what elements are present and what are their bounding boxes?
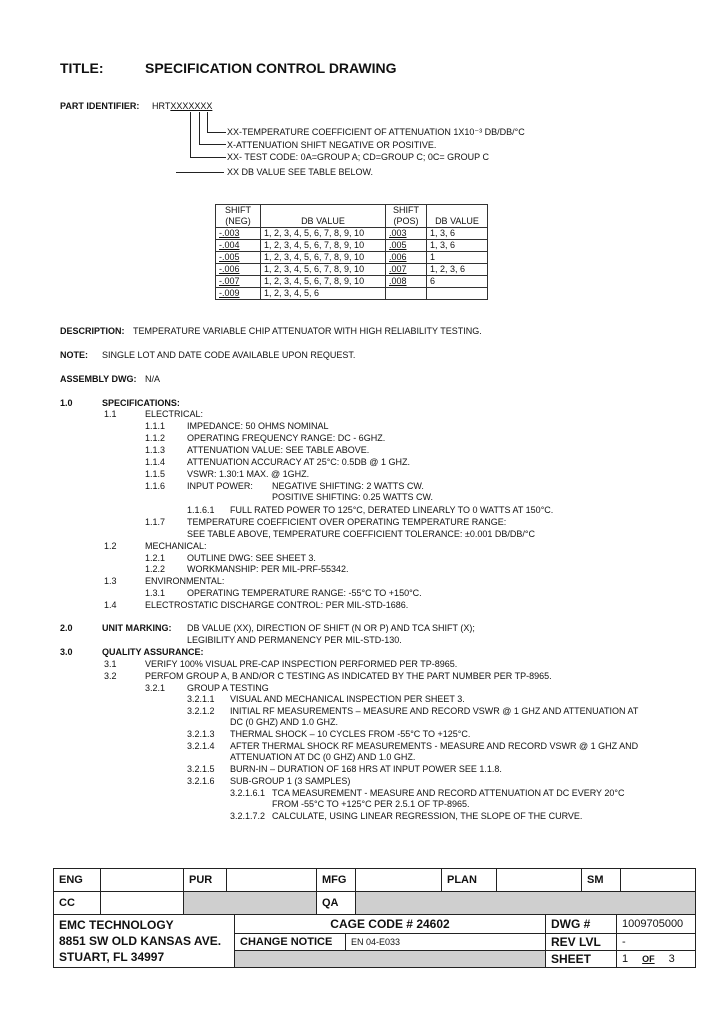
- item-num: 3.2.1.6.1: [230, 788, 266, 798]
- cell: .007: [386, 264, 427, 276]
- item-num: 3.2.1: [145, 683, 166, 693]
- dwg-label: DWG #: [546, 915, 617, 934]
- sheet-num: 1: [622, 953, 629, 966]
- leader-line-3: [190, 112, 226, 158]
- cell: 1, 2, 3, 4, 5, 6, 7, 8, 9, 10: [261, 252, 386, 264]
- item-text: FULL RATED POWER TO 125°C, DERATED LINEARLY TO 0 WATTS AT 150°C.: [230, 505, 554, 515]
- assembly-label: ASSEMBLY DWG:: [60, 374, 137, 384]
- item-text: IMPEDANCE: 50 OHMS NOMINAL: [187, 421, 329, 431]
- header-db-value-pos: DB VALUE: [427, 205, 488, 228]
- plan-field: [497, 869, 582, 892]
- item-num: 3.2.1.6: [187, 776, 215, 786]
- change-notice-label: CHANGE NOTICE: [235, 934, 346, 951]
- mfg-field: [356, 869, 442, 892]
- pur-field: [227, 869, 317, 892]
- item-num: 3.2.1.4: [187, 741, 215, 751]
- table-row: [216, 252, 488, 264]
- cell: -.003: [216, 228, 261, 240]
- item-num: 3.2: [104, 671, 117, 681]
- item-text: SEE TABLE ABOVE, TEMPERATURE COEFFICIENT TOLERANCE: ±0.001 DB/DB/°C: [187, 529, 535, 539]
- table-header-row: [216, 205, 488, 228]
- item-text: POSITIVE SHIFTING: 0.25 WATTS CW.: [272, 492, 434, 502]
- item-text: ATTENUATION AT DC (0 GHZ) AND 1.0 GHZ.: [230, 752, 416, 762]
- section-num: 2.0: [60, 623, 73, 633]
- cell: -.004: [216, 240, 261, 252]
- item-text: BURN-IN – DURATION OF 168 HRS AT INPUT POWER SEE 1.1.8.: [230, 764, 502, 774]
- signoff-row: [54, 869, 696, 892]
- cc-label: CC: [54, 892, 101, 915]
- cell: .005: [386, 240, 427, 252]
- item-text: ELECTRICAL:: [145, 409, 204, 419]
- item-text: PERFOM GROUP A, B AND/OR C TESTING AS INDICATED BY THE PART NUMBER PER TP-8965.: [145, 671, 552, 681]
- cc-field: [101, 892, 184, 915]
- section-heading: QUALITY ASSURANCE:: [102, 647, 204, 657]
- item-text: DB VALUE (XX), DIRECTION OF SHIFT (N OR P) AND TCA SHIFT (X);: [187, 623, 475, 633]
- item-text: DC (0 GHZ) AND 1.0 GHZ.: [230, 717, 339, 727]
- part-prefix: HRT: [152, 101, 171, 111]
- part-note-test-code: XX- TEST CODE: 0A=GROUP A; CD=GROUP C; 0C= GROUP C: [227, 152, 489, 162]
- eng-field: [101, 869, 184, 892]
- item-text: INPUT POWER:: [187, 481, 253, 491]
- title-label: TITLE:: [60, 60, 104, 76]
- cell: 1, 2, 3, 4, 5, 6, 7, 8, 9, 10: [261, 228, 386, 240]
- signoff-row: [54, 892, 696, 915]
- cage-code: CAGE CODE # 24602: [235, 915, 546, 934]
- table-row: [216, 240, 488, 252]
- dwg-value: 1009705000: [617, 915, 696, 934]
- title-block: [53, 914, 696, 968]
- table-row: [216, 264, 488, 276]
- rev-value: -: [617, 934, 696, 951]
- item-num: 3.1: [104, 659, 117, 669]
- item-text: AFTER THERMAL SHOCK RF MEASUREMENTS - MEASURE AND RECORD VSWR @ 1 GHZ AND: [230, 741, 639, 751]
- item-num: 1.1.7: [145, 517, 166, 527]
- item-num: 1.1.4: [145, 457, 166, 467]
- section-heading: SPECIFICATIONS:: [102, 398, 180, 408]
- item-text: FROM -55°C TO +125°C PER 2.5.1 OF TP-8965.: [272, 799, 470, 809]
- item-text: OPERATING FREQUENCY RANGE: DC - 6GHZ.: [187, 433, 386, 443]
- item-num: 3.2.1.5: [187, 764, 215, 774]
- cell: -.009: [216, 288, 261, 300]
- item-num: 1.3.1: [145, 588, 166, 598]
- table-row: [216, 288, 488, 300]
- item-num: 1.2: [104, 541, 117, 551]
- cell: .003: [386, 228, 427, 240]
- item-text: NEGATIVE SHIFTING: 2 WATTS CW.: [272, 481, 424, 491]
- item-num: 1.1.3: [145, 445, 166, 455]
- item-num: 1.1: [104, 409, 117, 419]
- leader-line-4: [176, 172, 224, 173]
- company-address: 8851 SW OLD KANSAS AVE.: [59, 934, 222, 948]
- shift-table: [215, 204, 488, 300]
- item-text: ATTENUATION ACCURACY AT 25°C: 0.5DB @ 1 GHZ.: [187, 457, 410, 467]
- title-block-row: [54, 915, 696, 934]
- note-text: SINGLE LOT AND DATE CODE AVAILABLE UPON REQUEST.: [102, 350, 356, 360]
- plan-label: PLAN: [442, 869, 497, 892]
- item-num: 1.3: [104, 576, 117, 586]
- cell: 1: [427, 252, 488, 264]
- page-title: SPECIFICATION CONTROL DRAWING: [145, 60, 397, 76]
- item-num: 1.2.1: [145, 553, 166, 563]
- assembly-text: N/A: [145, 374, 161, 384]
- item-num: 3.2.1.1: [187, 694, 215, 704]
- item-text: ELECTROSTATIC DISCHARGE CONTROL: PER MIL-STD-1686.: [145, 600, 409, 610]
- cell: -.005: [216, 252, 261, 264]
- part-identifier: [152, 101, 212, 112]
- item-text: LEGIBILITY AND PERMANENCY PER MIL-STD-130.: [187, 635, 402, 645]
- item-text: VERIFY 100% VISUAL PRE-CAP INSPECTION PERFORMED PER TP-8965.: [145, 659, 458, 669]
- sm-label: SM: [582, 869, 621, 892]
- item-num: 3.2.1.3: [187, 729, 215, 739]
- mfg-label: MFG: [317, 869, 356, 892]
- section-num: 1.0: [60, 398, 73, 408]
- qa-label: QA: [317, 892, 356, 915]
- shaded-field: [356, 892, 696, 915]
- item-num: 1.1.6: [145, 481, 166, 491]
- rev-label: REV LVL: [546, 934, 617, 951]
- sheet-label: SHEET: [546, 951, 617, 968]
- cell: [427, 288, 488, 300]
- cell: 1, 2, 3, 4, 5, 6: [261, 288, 386, 300]
- part-note-shift: X-ATTENUATION SHIFT NEGATIVE OR POSITIVE.: [227, 140, 437, 150]
- item-num: 1.2.2: [145, 564, 166, 574]
- item-text: ATTENUATION VALUE: SEE TABLE ABOVE.: [187, 445, 370, 455]
- cell: .006: [386, 252, 427, 264]
- item-text: OUTLINE DWG: SEE SHEET 3.: [187, 553, 316, 563]
- cell: 1, 2, 3, 4, 5, 6, 7, 8, 9, 10: [261, 276, 386, 288]
- item-num: 1.1.6.1: [187, 505, 215, 515]
- cell: [386, 288, 427, 300]
- sheet-value: [617, 951, 696, 968]
- item-num: 1.1.1: [145, 421, 166, 431]
- item-text: MECHANICAL:: [145, 541, 207, 551]
- header-db-value-neg: DB VALUE: [261, 205, 386, 228]
- item-text: CALCULATE, USING LINEAR REGRESSION, THE SLOPE OF THE CURVE.: [272, 811, 583, 821]
- item-text: GROUP A TESTING: [187, 683, 269, 693]
- item-text: VSWR: 1.30:1 MAX. @ 1GHZ.: [187, 469, 310, 479]
- note-label: NOTE:: [60, 350, 88, 360]
- eng-label: ENG: [54, 869, 101, 892]
- item-num: 3.2.1.2: [187, 706, 215, 716]
- cell: 6: [427, 276, 488, 288]
- item-text: INITIAL RF MEASUREMENTS – MEASURE AND RECORD VSWR @ 1 GHZ AND ATTENUATION AT: [230, 706, 639, 716]
- signoff-table: [53, 868, 696, 915]
- section-heading: UNIT MARKING:: [102, 623, 172, 633]
- header-shift-neg: SHIFT (NEG): [216, 205, 261, 228]
- sheet-total: 3: [668, 953, 675, 966]
- item-num: 1.1.2: [145, 433, 166, 443]
- change-notice-value: EN 04-E033: [346, 934, 546, 951]
- item-num: 1.1.5: [145, 469, 166, 479]
- part-note-tca: XX-TEMPERATURE COEFFICIENT OF ATTENUATION 1X10⁻³ DB/DB/°C: [227, 127, 525, 137]
- sheet-of: OF: [642, 954, 655, 965]
- item-text: TCA MEASUREMENT - MEASURE AND RECORD ATTENUATION AT DC EVERY 20°C: [272, 788, 625, 798]
- description-label: DESCRIPTION:: [60, 326, 125, 336]
- part-identifier-label: PART IDENTIFIER:: [60, 101, 140, 111]
- part-note-db-value: XX DB VALUE SEE TABLE BELOW.: [227, 167, 374, 177]
- cell: 1, 3, 6: [427, 240, 488, 252]
- cell: 1, 2, 3, 4, 5, 6, 7, 8, 9, 10: [261, 240, 386, 252]
- pur-label: PUR: [184, 869, 227, 892]
- cell: 1, 2, 3, 4, 5, 6, 7, 8, 9, 10: [261, 264, 386, 276]
- cell: 1, 3, 6: [427, 228, 488, 240]
- cell: -.007: [216, 276, 261, 288]
- part-code: XXXXXXX: [170, 101, 213, 111]
- cell: -.006: [216, 264, 261, 276]
- cell: .008: [386, 276, 427, 288]
- shaded-field: [184, 892, 317, 915]
- table-row: [216, 276, 488, 288]
- item-text: WORKMANSHIP: PER MIL-PRF-55342.: [187, 564, 349, 574]
- item-num: 1.4: [104, 600, 117, 610]
- section-num: 3.0: [60, 647, 73, 657]
- company-block: [54, 915, 235, 968]
- company-name: EMC TECHNOLOGY: [59, 918, 174, 932]
- item-text: TEMPERATURE COEFFICIENT OVER OPERATING TEMPERATURE RANGE:: [187, 517, 507, 527]
- item-num: 3.2.1.7.2: [230, 811, 266, 821]
- item-text: OPERATING TEMPERATURE RANGE: -55°C TO +150°C.: [187, 588, 422, 598]
- item-text: VISUAL AND MECHANICAL INSPECTION PER SHEET 3.: [230, 694, 465, 704]
- description-text: TEMPERATURE VARIABLE CHIP ATTENUATOR WITH HIGH RELIABILITY TESTING.: [133, 326, 482, 336]
- item-text: ENVIRONMENTAL:: [145, 576, 225, 586]
- cell: 1, 2, 3, 6: [427, 264, 488, 276]
- shaded-field: [235, 951, 546, 968]
- item-text: THERMAL SHOCK – 10 CYCLES FROM -55°C TO +125°C.: [230, 729, 471, 739]
- header-shift-pos: SHIFT (POS): [386, 205, 427, 228]
- item-text: SUB-GROUP 1 (3 SAMPLES): [230, 776, 351, 786]
- table-row: [216, 228, 488, 240]
- company-city: STUART, FL 34997: [59, 950, 165, 964]
- sm-field: [621, 869, 696, 892]
